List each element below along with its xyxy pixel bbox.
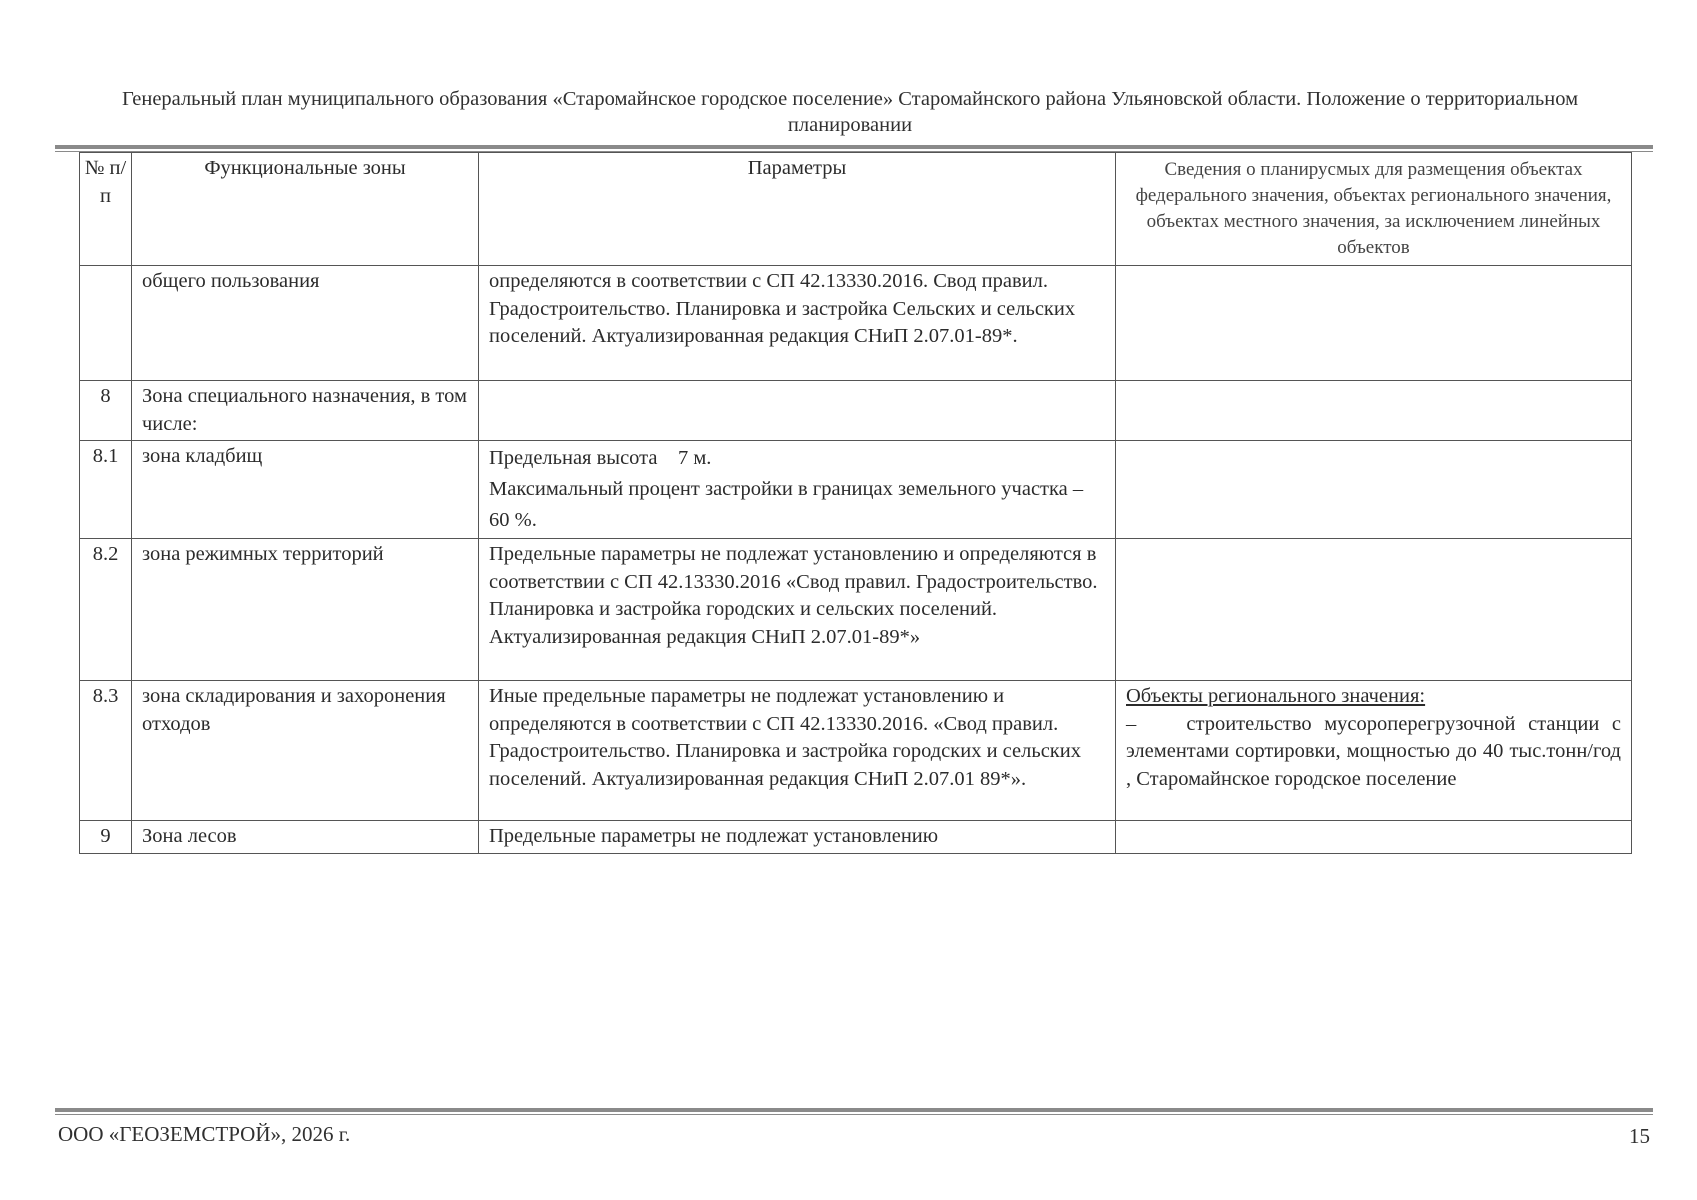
row-number: 9 — [80, 821, 132, 854]
row-planned-objects — [1116, 539, 1632, 681]
regional-object-item: – строительство мусороперегрузочной станции с элементами сортировки, мощностью до 40 тыс.тонн/год , Старомайнское городское поселение — [1126, 712, 1627, 790]
column-header-planned-objects: Сведения о планирусмых для размещения объектах федерального значения, объектах регионального значения, объектах местного значения, за исключением линейных объектов — [1116, 153, 1632, 266]
row-number — [80, 266, 132, 381]
table-row — [80, 266, 1632, 381]
row-parameters: Иные предельные параметры не подлежат установлению и определяются в соответствии с СП 42.13330.2016. «Свод правил. Градостроительство. Планировка и застройка городских и сельских поселений. Актуализированная редакция СНиП 2.07.01 89*». — [479, 681, 1116, 821]
row-planned-objects — [1116, 681, 1632, 821]
column-header-parameters: Параметры — [479, 153, 1116, 266]
parameter-max-coverage: Максимальный процент застройки в границах земельного участка – 60 %. — [489, 478, 1084, 531]
table-row — [80, 381, 1632, 441]
regional-objects-title: Объекты регионального значения: — [1126, 685, 1426, 707]
row-zone: Зона специального назначения, в том числе: — [132, 381, 479, 441]
row-number: 8.3 — [80, 681, 132, 821]
functional-zones-table — [79, 152, 1632, 854]
table-row — [80, 441, 1632, 539]
row-zone: зона режимных территорий — [132, 539, 479, 681]
footer-company: ООО «ГЕОЗЕМСТРОЙ», 2026 г. — [58, 1122, 351, 1146]
column-header-zones: Функциональные зоны — [132, 153, 479, 266]
row-planned-objects — [1116, 821, 1632, 854]
row-parameters: определяются в соответствии с СП 42.13330.2016. Свод правил. Градостроительство. Планировка и застройка Сельских и сельских поселений. Актуализированная редакция СНиП 2.07.01-89*. — [479, 266, 1116, 381]
parameter-max-height: Предельная высота 7 м. — [489, 447, 712, 469]
row-parameters: Предельные параметры не подлежат установлению и определяются в соответствии с СП 42.13330.2016 «Свод правил. Градостроительство. Планировка и застройка городских и сельских поселений. Актуализированная редакция СНиП 2.07.01-89*» — [479, 539, 1116, 681]
row-zone: зона кладбищ — [132, 441, 479, 539]
table-row — [80, 821, 1632, 854]
row-parameters — [479, 441, 1116, 539]
row-number: 8 — [80, 381, 132, 441]
row-number: 8.2 — [80, 539, 132, 681]
header-rule — [55, 145, 1653, 152]
page-header: Генеральный план муниципального образования «Старомайнское городское поселение» Старомайнского района Ульяновской области. Положение о территориальном планировании — [121, 88, 1579, 136]
row-zone: общего пользования — [132, 266, 479, 381]
row-planned-objects — [1116, 381, 1632, 441]
page-number: 15 — [1629, 1124, 1650, 1148]
row-parameters: Предельные параметры не подлежат установлению — [479, 821, 1116, 854]
row-zone: Зона лесов — [132, 821, 479, 854]
table-row — [80, 681, 1632, 821]
table-header-row — [80, 153, 1632, 266]
column-header-number: № п/п — [80, 153, 132, 266]
row-number: 8.1 — [80, 441, 132, 539]
table-row — [80, 539, 1632, 681]
footer-rule — [55, 1108, 1653, 1115]
row-planned-objects — [1116, 266, 1632, 381]
row-zone: зона складирования и захоронения отходов — [132, 681, 479, 821]
row-planned-objects — [1116, 441, 1632, 539]
row-parameters — [479, 381, 1116, 441]
